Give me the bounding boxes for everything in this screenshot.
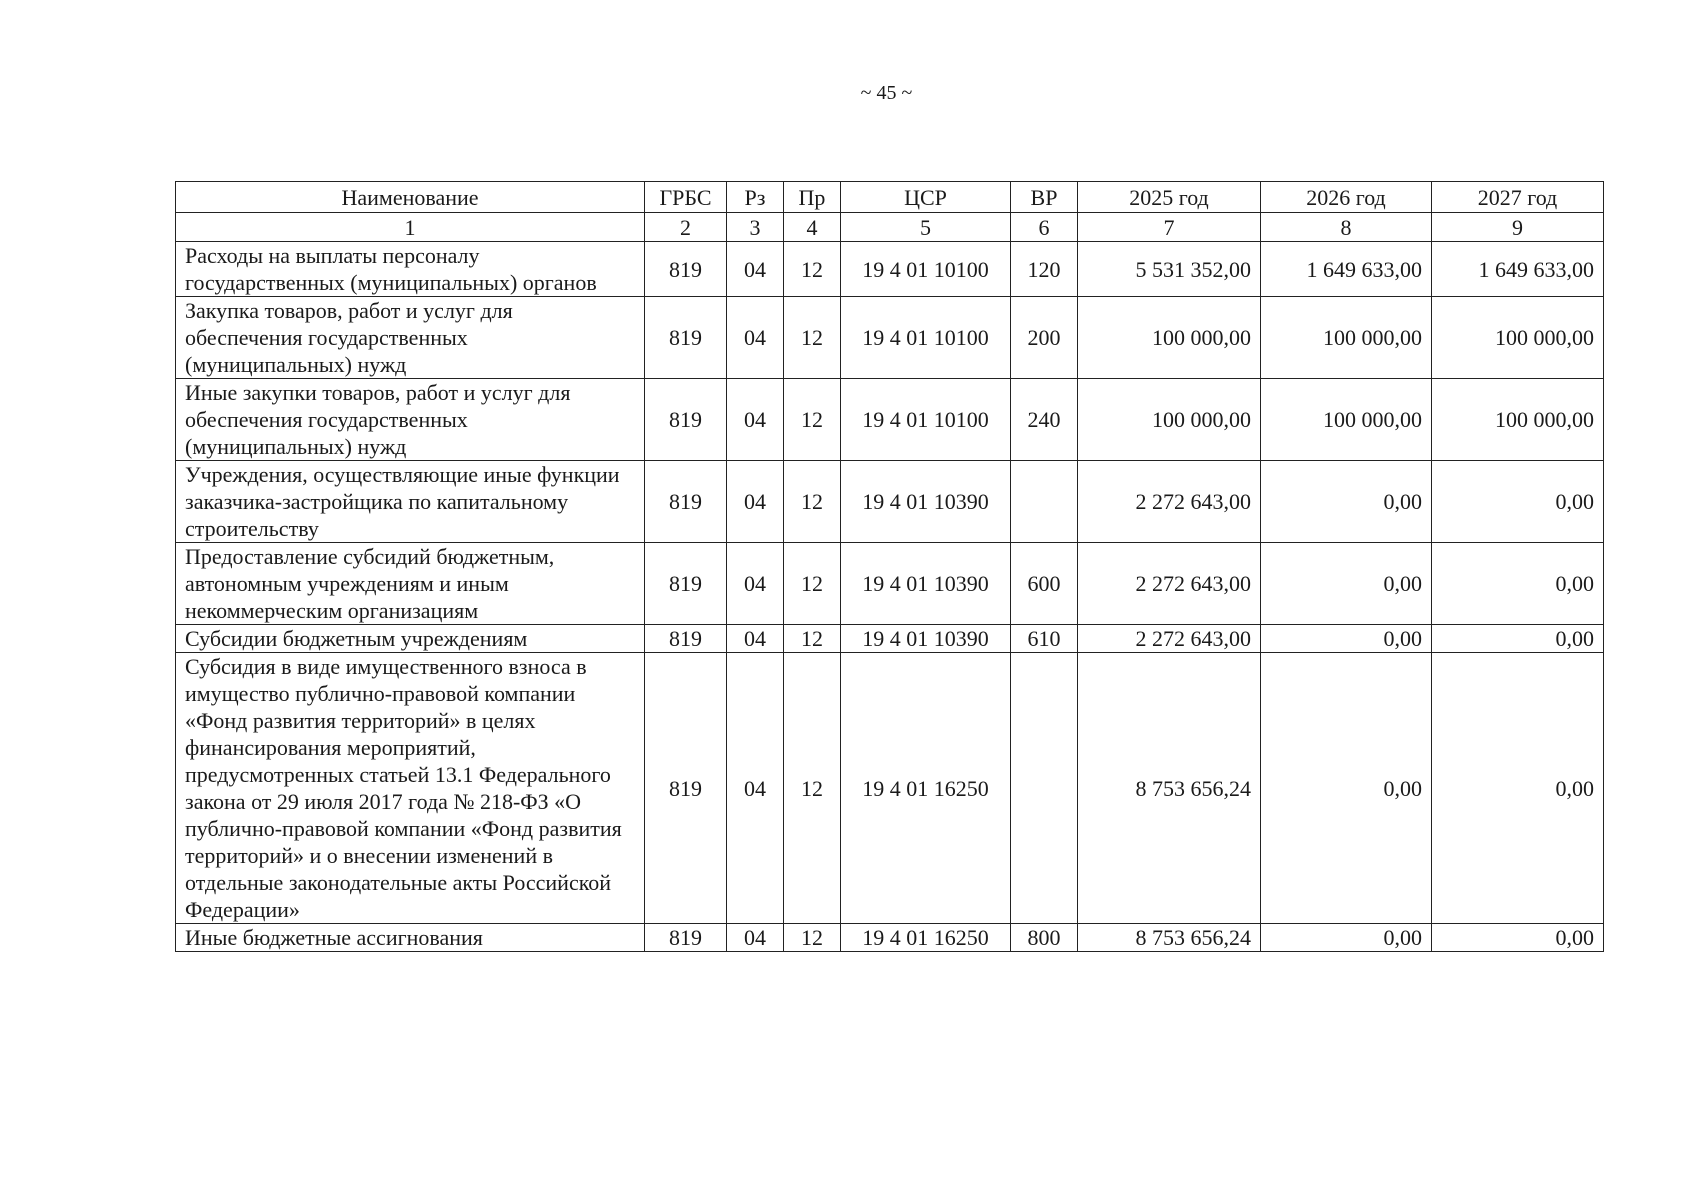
row-pr: 12	[784, 297, 841, 379]
row-csr: 19 4 01 10390	[841, 625, 1011, 653]
page-number: ~ 45 ~	[860, 82, 913, 104]
row-grbs: 819	[645, 543, 727, 625]
row-grbs: 819	[645, 924, 727, 952]
row-vr: 800	[1011, 924, 1078, 952]
row-grbs: 819	[645, 242, 727, 297]
row-rz: 04	[727, 379, 784, 461]
table-row	[176, 297, 1604, 379]
header-row	[176, 182, 1604, 213]
row-rz: 04	[727, 242, 784, 297]
column-number: 7	[1078, 213, 1261, 242]
row-csr: 19 4 01 10100	[841, 297, 1011, 379]
row-rz: 04	[727, 625, 784, 653]
header-2027: 2027 год	[1432, 182, 1604, 213]
row-vr: 120	[1011, 242, 1078, 297]
row-2026: 0,00	[1261, 625, 1432, 653]
row-name: Учреждения, осуществляющие иные функции заказчика-застройщика по капитальному строительству	[176, 461, 645, 543]
row-grbs: 819	[645, 461, 727, 543]
row-rz: 04	[727, 461, 784, 543]
row-2026: 1 649 633,00	[1261, 242, 1432, 297]
column-number: 6	[1011, 213, 1078, 242]
row-vr: 200	[1011, 297, 1078, 379]
row-2025: 2 272 643,00	[1078, 625, 1261, 653]
row-pr: 12	[784, 924, 841, 952]
row-name: Предоставление субсидий бюджетным, автономным учреждениям и иным некоммерческим организациям	[176, 543, 645, 625]
row-rz: 04	[727, 297, 784, 379]
header-rz: Рз	[727, 182, 784, 213]
row-2026: 0,00	[1261, 461, 1432, 543]
row-pr: 12	[784, 379, 841, 461]
row-2027: 100 000,00	[1432, 297, 1604, 379]
row-2026: 0,00	[1261, 543, 1432, 625]
row-2026: 0,00	[1261, 653, 1432, 924]
row-2025: 8 753 656,24	[1078, 653, 1261, 924]
column-number: 8	[1261, 213, 1432, 242]
row-pr: 12	[784, 461, 841, 543]
header-name: Наименование	[176, 182, 645, 213]
row-grbs: 819	[645, 625, 727, 653]
row-rz: 04	[727, 543, 784, 625]
row-pr: 12	[784, 653, 841, 924]
budget-table	[175, 181, 1604, 952]
row-vr: 600	[1011, 543, 1078, 625]
header-2026: 2026 год	[1261, 182, 1432, 213]
header-vr: ВР	[1011, 182, 1078, 213]
row-2026: 0,00	[1261, 924, 1432, 952]
row-2025: 8 753 656,24	[1078, 924, 1261, 952]
row-2025: 2 272 643,00	[1078, 461, 1261, 543]
table-row	[176, 625, 1604, 653]
row-2025: 2 272 643,00	[1078, 543, 1261, 625]
row-csr: 19 4 01 10100	[841, 379, 1011, 461]
row-name: Субсидии бюджетным учреждениям	[176, 625, 645, 653]
table-row	[176, 242, 1604, 297]
column-number: 3	[727, 213, 784, 242]
table-row	[176, 653, 1604, 924]
row-vr	[1011, 653, 1078, 924]
table-row	[176, 461, 1604, 543]
header-grbs: ГРБС	[645, 182, 727, 213]
row-2027: 0,00	[1432, 625, 1604, 653]
row-2026: 100 000,00	[1261, 379, 1432, 461]
table-row	[176, 379, 1604, 461]
row-2025: 5 531 352,00	[1078, 242, 1261, 297]
row-name: Субсидия в виде имущественного взноса в имущество публично-правовой компании «Фонд развития территорий» в целях финансирования мероприятий, предусмотренных статьей 13.1 Федерального закона от 29 июля 2017 года № 218-ФЗ «О публично-правовой компании «Фонд развития территорий» и о внесении изменений в отдельные законодательные акты Российской Федерации»	[176, 653, 645, 924]
table-row	[176, 924, 1604, 952]
row-name: Закупка товаров, работ и услуг для обеспечения государственных (муниципальных) нужд	[176, 297, 645, 379]
row-csr: 19 4 01 10100	[841, 242, 1011, 297]
row-grbs: 819	[645, 297, 727, 379]
column-number-row	[176, 213, 1604, 242]
row-2027: 0,00	[1432, 653, 1604, 924]
row-grbs: 819	[645, 379, 727, 461]
row-2025: 100 000,00	[1078, 297, 1261, 379]
row-pr: 12	[784, 625, 841, 653]
row-2026: 100 000,00	[1261, 297, 1432, 379]
column-number: 4	[784, 213, 841, 242]
row-2027: 1 649 633,00	[1432, 242, 1604, 297]
row-2027: 0,00	[1432, 461, 1604, 543]
row-pr: 12	[784, 543, 841, 625]
row-csr: 19 4 01 16250	[841, 653, 1011, 924]
row-2027: 0,00	[1432, 543, 1604, 625]
column-number: 9	[1432, 213, 1604, 242]
row-name: Расходы на выплаты персоналу государственных (муниципальных) органов	[176, 242, 645, 297]
row-vr: 610	[1011, 625, 1078, 653]
header-2025: 2025 год	[1078, 182, 1261, 213]
column-number: 1	[176, 213, 645, 242]
row-pr: 12	[784, 242, 841, 297]
row-csr: 19 4 01 10390	[841, 543, 1011, 625]
row-rz: 04	[727, 653, 784, 924]
header-pr: Пр	[784, 182, 841, 213]
row-csr: 19 4 01 10390	[841, 461, 1011, 543]
row-grbs: 819	[645, 653, 727, 924]
row-rz: 04	[727, 924, 784, 952]
row-2027: 100 000,00	[1432, 379, 1604, 461]
row-vr	[1011, 461, 1078, 543]
header-csr: ЦСР	[841, 182, 1011, 213]
column-number: 2	[645, 213, 727, 242]
column-number: 5	[841, 213, 1011, 242]
row-2025: 100 000,00	[1078, 379, 1261, 461]
row-2027: 0,00	[1432, 924, 1604, 952]
row-name: Иные бюджетные ассигнования	[176, 924, 645, 952]
row-csr: 19 4 01 16250	[841, 924, 1011, 952]
row-name: Иные закупки товаров, работ и услуг для обеспечения государственных (муниципальных) нужд	[176, 379, 645, 461]
table-row	[176, 543, 1604, 625]
row-vr: 240	[1011, 379, 1078, 461]
